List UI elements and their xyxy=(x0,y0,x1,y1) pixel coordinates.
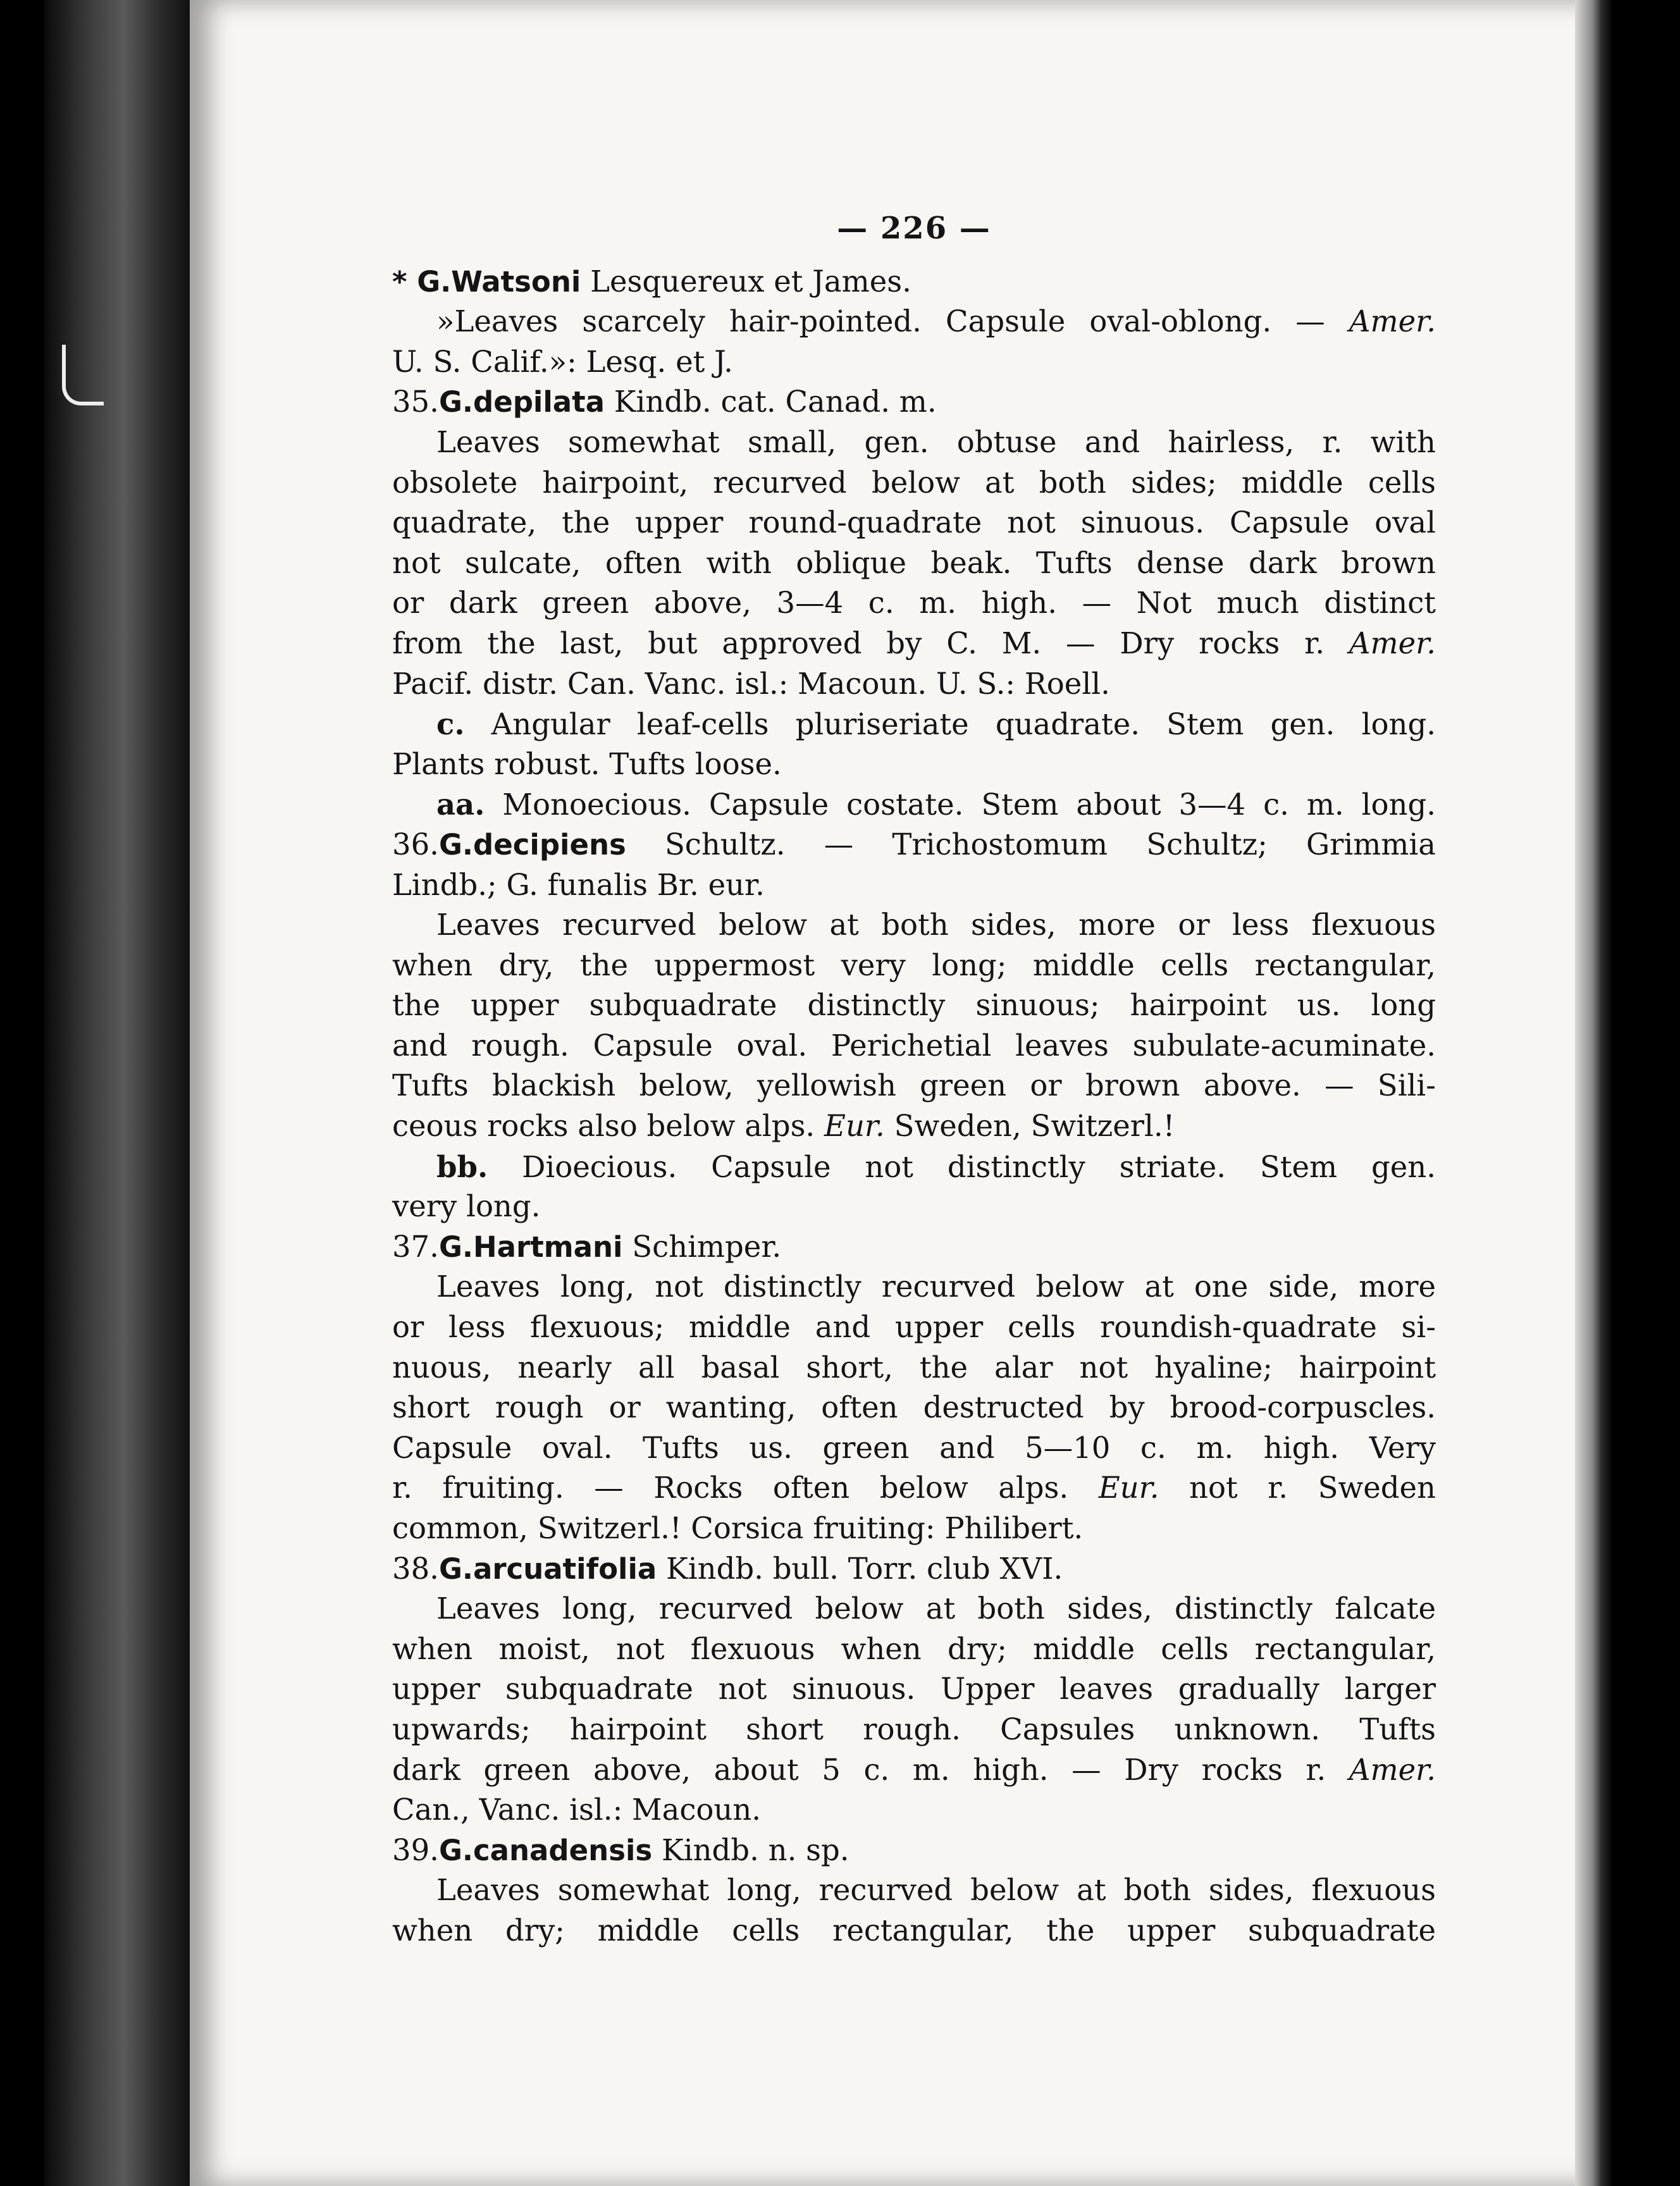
text-run: Sweden, Switzerl.! xyxy=(884,1109,1175,1144)
text-line xyxy=(392,302,1436,342)
text-run: Leaves long, recurved below at both sides, distinctly falcate xyxy=(436,1591,1436,1626)
text-line xyxy=(392,1468,1436,1509)
species-name: G.decipiens xyxy=(438,827,626,861)
text-run: Kindb. bull. Torr. club XVI. xyxy=(657,1551,1063,1586)
text-run: Lindb.; G. funalis Br. eur. xyxy=(392,867,765,902)
text-run: Lesquereux et James. xyxy=(581,264,911,299)
text-run: Can., Vanc. isl.: Macoun. xyxy=(392,1793,762,1827)
text-line xyxy=(392,503,1436,543)
text-line xyxy=(392,1629,1436,1670)
text-line xyxy=(392,865,1436,906)
text-line xyxy=(392,1187,1436,1227)
text-run: Kindb. cat. Canad. m. xyxy=(605,385,937,419)
text-run: the upper subquadrate distinctly sinuous; hairpoint us. long xyxy=(392,988,1436,1023)
region-abbrev: Amer. xyxy=(1349,304,1436,339)
text-run: upwards; hairpoint short rough. Capsules unknown. Tufts xyxy=(392,1712,1436,1746)
text-run: Schultz. — Trichostomum Schultz; Grimmia xyxy=(626,827,1436,861)
text-run: Schimper. xyxy=(622,1229,782,1264)
text-line xyxy=(392,784,1436,825)
text-run: 37. xyxy=(392,1229,439,1264)
text-run: 39. xyxy=(392,1832,439,1867)
text-line xyxy=(392,985,1436,1026)
text-line xyxy=(392,744,1436,785)
text-line xyxy=(392,1509,1436,1549)
text-run: Leaves long, not distinctly recurved below at one side, more xyxy=(436,1269,1436,1304)
text-line xyxy=(392,704,1436,744)
text-run: Monoecious. Capsule costate. Stem about 3—4 c. m. long. xyxy=(485,787,1436,822)
text-run: nuous, nearly all basal short, the alar not hyaline; hairpoint xyxy=(392,1350,1436,1385)
text-run: common, Switzerl.! Corsica fruiting: Philibert. xyxy=(392,1511,1084,1545)
species-name: G.depilata xyxy=(438,385,605,419)
text-run: not r. Sweden xyxy=(1159,1471,1436,1505)
text-run: dark green above, about 5 c. m. high. — Dry rocks r. xyxy=(392,1752,1349,1787)
text-run: Leaves somewhat small, gen. obtuse and hairless, r. with xyxy=(436,424,1436,459)
text-run: upper subquadrate not sinuous. Upper leaves gradually larger xyxy=(392,1672,1436,1707)
text-run: 36. xyxy=(392,827,439,861)
text-line xyxy=(392,1589,1436,1629)
text-line xyxy=(392,624,1436,664)
text-run: or less flexuous; middle and upper cells roundish-quadrate si- xyxy=(392,1310,1436,1345)
text-line xyxy=(392,1911,1436,1951)
text-run: Leaves somewhat long, recurved below at both sides, flexuous xyxy=(436,1873,1436,1908)
text-run: Angular leaf-cells pluriseriate quadrate. Stem gen. long. xyxy=(464,707,1436,742)
text-run: Plants robust. Tufts loose. xyxy=(392,746,782,781)
text-run: very long. xyxy=(392,1189,541,1224)
page-text-block xyxy=(392,209,1436,1951)
text-run: when moist, not flexuous when dry; middle cells rectangular, xyxy=(392,1631,1436,1666)
text-line xyxy=(392,1388,1436,1428)
text-line xyxy=(392,825,1436,865)
text-line xyxy=(392,1710,1436,1750)
region-abbrev: Eur. xyxy=(824,1109,885,1144)
text-line xyxy=(392,905,1436,946)
text-run: from the last, but approved by C. M. — Dry rocks r. xyxy=(392,626,1349,660)
text-line xyxy=(392,664,1436,705)
text-run: not sulcate, often with oblique beak. Tufts dense dark brown xyxy=(392,545,1436,580)
text-line xyxy=(392,382,1436,423)
text-line xyxy=(392,583,1436,624)
text-run: when dry; middle cells rectangular, the upper subquadrate xyxy=(392,1913,1436,1948)
text-line xyxy=(392,1549,1436,1590)
margin-clip-mark xyxy=(62,345,104,405)
page-number: — 226 — xyxy=(837,211,991,246)
text-run: short rough or wanting, often destructed by brood-corpuscles. xyxy=(392,1390,1436,1425)
text-line xyxy=(392,342,1436,383)
text-line xyxy=(392,463,1436,503)
text-line xyxy=(392,1790,1436,1831)
key-marker: c. xyxy=(436,707,465,742)
text-run: and rough. Capsule oval. Perichetial leaves subulate-acuminate. xyxy=(392,1028,1436,1063)
text-run: ceous rocks also below alps. xyxy=(392,1109,824,1144)
species-name: G.Hartmani xyxy=(438,1230,623,1264)
key-marker: bb. xyxy=(436,1149,488,1184)
region-abbrev: Amer. xyxy=(1349,1752,1436,1787)
text-run: Tufts blackish below, yellowish green or brown above. — Sili- xyxy=(392,1068,1436,1103)
text-run: r. fruiting. — Rocks often below alps. xyxy=(392,1471,1099,1505)
text-line xyxy=(392,1066,1436,1106)
text-run: Capsule oval. Tufts us. green and 5—10 c. m. high. Very xyxy=(392,1430,1436,1465)
text-line xyxy=(392,1669,1436,1710)
text-line xyxy=(392,423,1436,463)
key-marker: aa. xyxy=(436,787,485,822)
text-run: U. S. Calif.»: Lesq. et J. xyxy=(392,344,733,379)
text-line xyxy=(392,1227,1436,1268)
region-abbrev: Amer. xyxy=(1349,626,1436,660)
text-line xyxy=(392,946,1436,986)
text-line xyxy=(392,1831,1436,1871)
text-run: or dark green above, 3—4 c. m. high. — Not much distinct xyxy=(392,586,1436,621)
text-line xyxy=(392,1106,1436,1147)
text-run: Leaves recurved below at both sides, more or less flexuous xyxy=(436,908,1436,942)
text-run: Dioecious. Capsule not distinctly striate. Stem gen. xyxy=(488,1149,1436,1184)
text-run: quadrate, the upper round-quadrate not sinuous. Capsule oval xyxy=(392,505,1436,540)
text-line xyxy=(392,1267,1436,1307)
text-run: »Leaves scarcely hair-pointed. Capsule oval-oblong. — xyxy=(436,304,1349,339)
text-run: Pacif. distr. Can. Vanc. isl.: Macoun. U. S.: Roell. xyxy=(392,666,1110,701)
species-name: G.arcuatifolia xyxy=(438,1552,657,1586)
species-name: G.canadensis xyxy=(438,1833,653,1867)
book-edge xyxy=(44,0,190,2186)
text-run: Kindb. n. sp. xyxy=(652,1832,849,1867)
text-lines xyxy=(392,262,1436,1951)
text-line xyxy=(392,1348,1436,1388)
region-abbrev: Eur. xyxy=(1098,1471,1159,1505)
text-line xyxy=(392,1870,1436,1911)
species-name: * G.Watsoni xyxy=(392,264,581,299)
text-run: when dry, the uppermost very long; middle cells rectangular, xyxy=(392,948,1436,982)
text-line xyxy=(392,543,1436,584)
text-line xyxy=(392,1147,1436,1187)
text-line xyxy=(392,1307,1436,1348)
text-line xyxy=(392,1026,1436,1066)
text-run: 35. xyxy=(392,385,439,419)
text-run: 38. xyxy=(392,1551,439,1586)
text-line xyxy=(392,262,1436,302)
book-gutter xyxy=(1575,0,1613,2186)
text-line xyxy=(392,1428,1436,1469)
text-line xyxy=(392,1750,1436,1791)
text-run: obsolete hairpoint, recurved below at both sides; middle cells xyxy=(392,465,1436,500)
